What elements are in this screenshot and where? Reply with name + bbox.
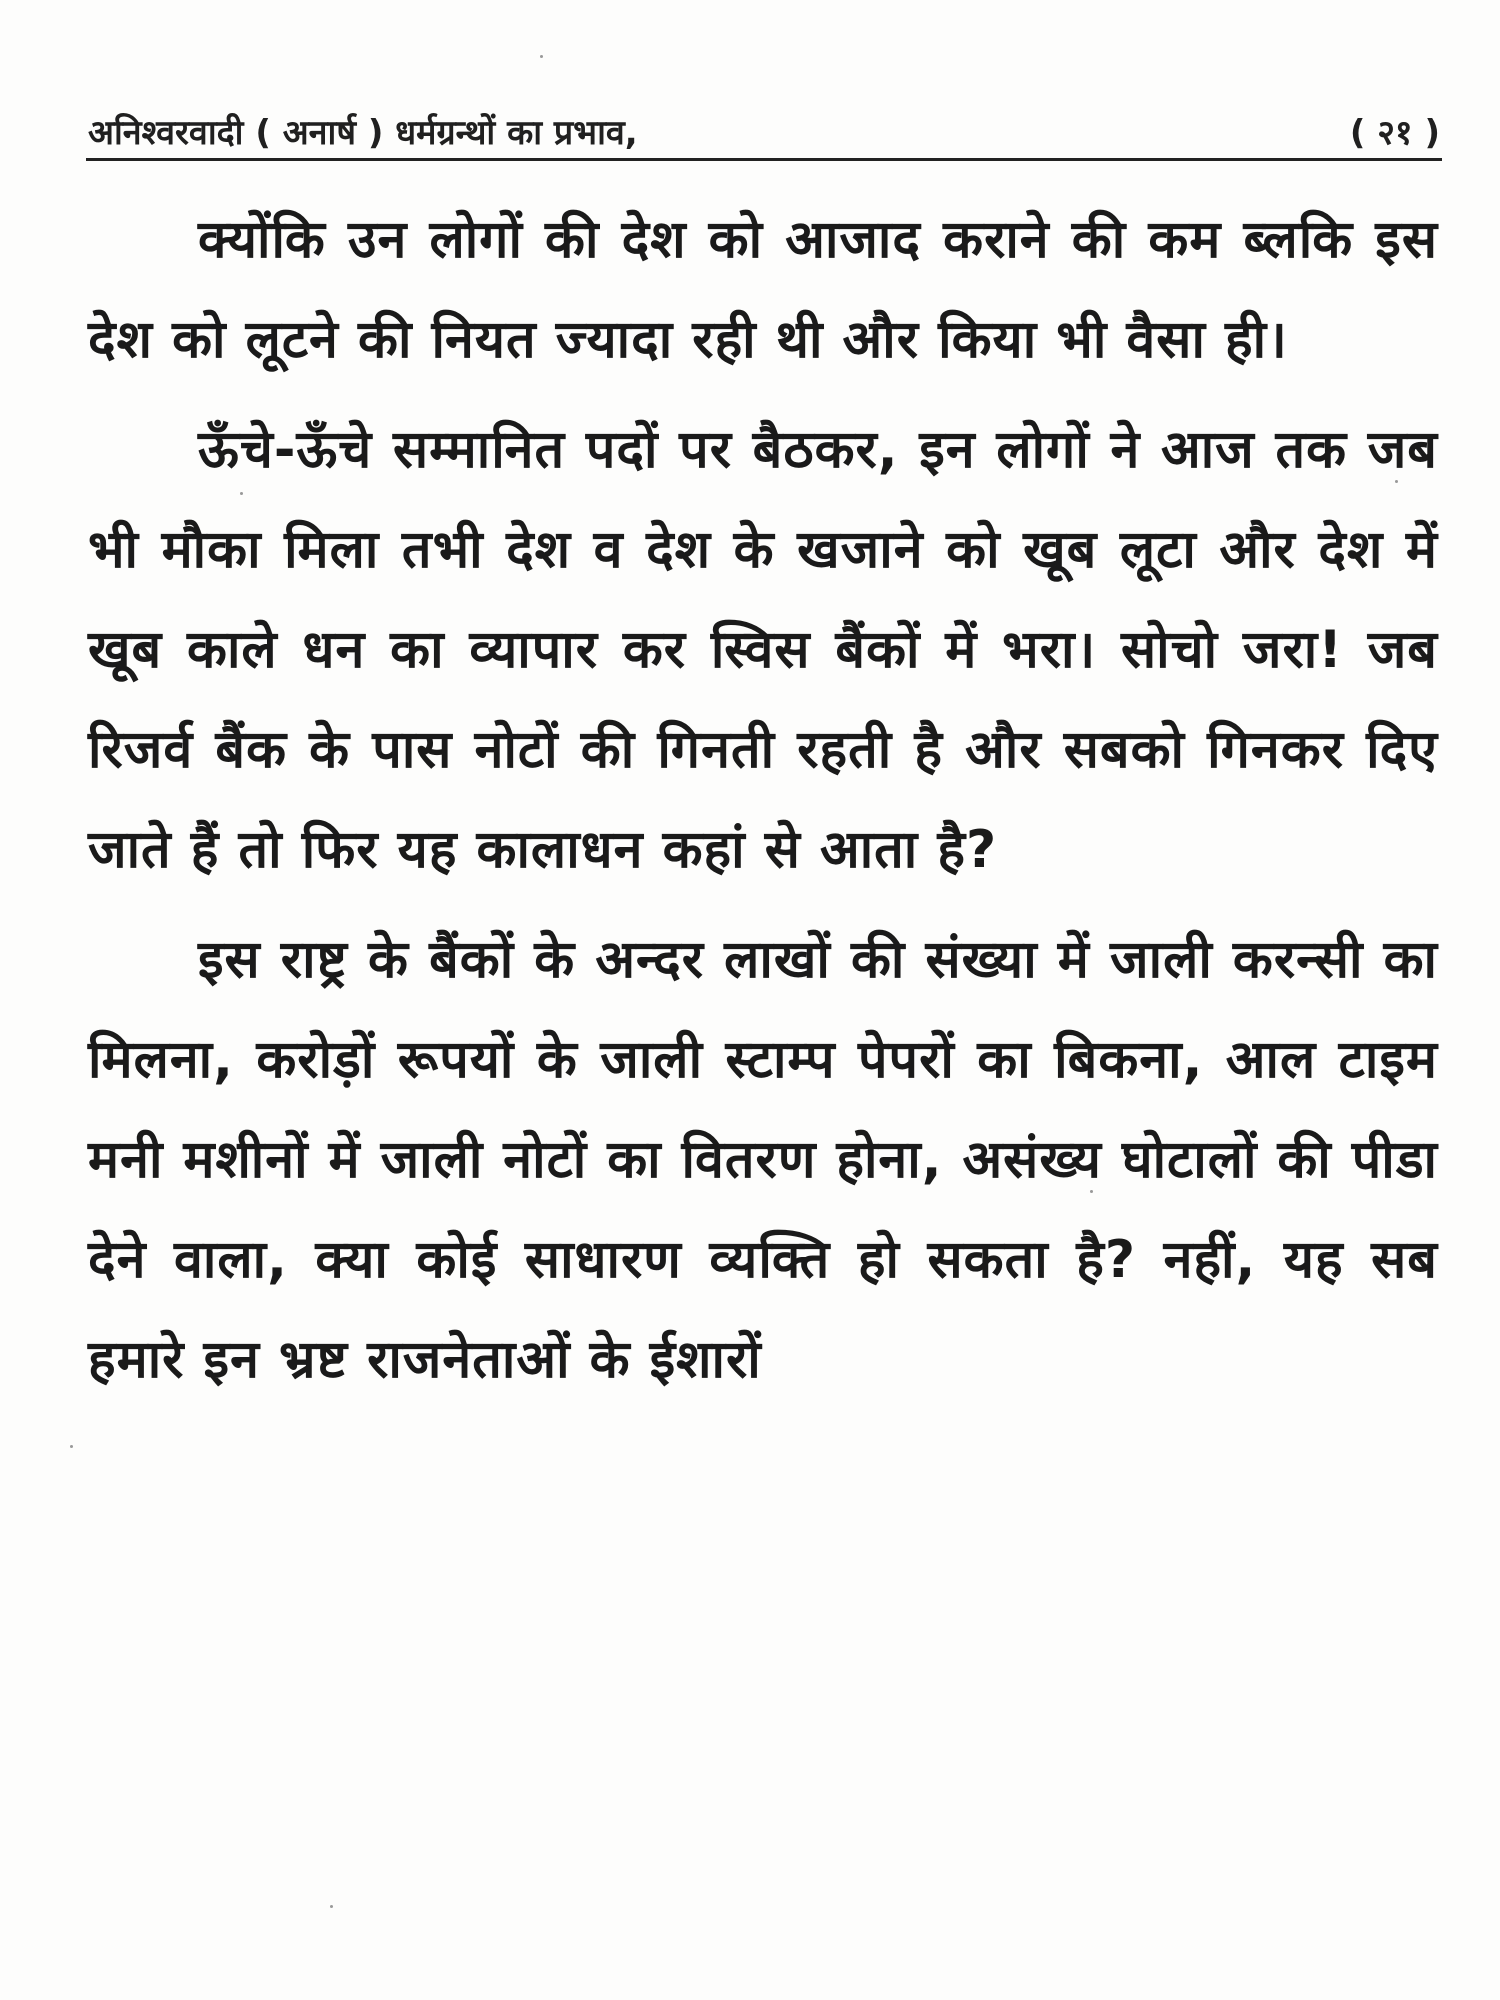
scan-speck: [70, 1445, 73, 1448]
scan-speck: [330, 1905, 333, 1908]
page-number: ( २१ ): [1349, 113, 1440, 153]
scan-speck: [240, 492, 243, 495]
scan-speck: [1395, 480, 1398, 483]
scan-speck: [540, 55, 543, 58]
paragraph-2: ऊँचे-ऊँचे सम्मानित पदों पर बैठकर, इन लोगों ने आज तक जब भी मौका मिला तभी देश व देश के खजाने को खूब लूटा और देश में खूब काले धन का व्यापार कर स्विस बैंकों में भरा। सोचो जरा! जब रिजर्व बैंक के पास नोटों की गिनती रहती है और सबको गिनकर दिए जाते हैं तो फिर यह कालाधन कहां से आता है?: [88, 420, 1438, 880]
header-title: अनिश्वरवादी ( अनार्ष ) धर्मग्रन्थों का प्रभाव,: [88, 113, 638, 153]
paragraph-3: इस राष्ट्र के बैंकों के अन्दर लाखों की संख्या में जाली करन्सी का मिलना, करोड़ों रूपयों के जाली स्टाम्प पेपरों का बिकना, आल टाइम मनी मशीनों में जाली नोटों का वितरण होना, असंख्य घोटालों की पीडा देने वाला, क्या कोई साधारण व्यक्ति हो सकता है? नहीं, यह सब हमारे इन भ्रष्ट राजनेताओं के ईशारों: [88, 930, 1438, 1390]
body-text: [88, 190, 1438, 1410]
paragraph-1: क्योंकि उन लोगों की देश को आजाद कराने की कम ब्लकि इस देश को लूटने की नियत ज्यादा रही थी और किया भी वैसा ही।: [88, 210, 1438, 370]
scan-speck: [1090, 1190, 1093, 1193]
header-rule: [86, 158, 1442, 161]
running-header: [88, 98, 1440, 154]
